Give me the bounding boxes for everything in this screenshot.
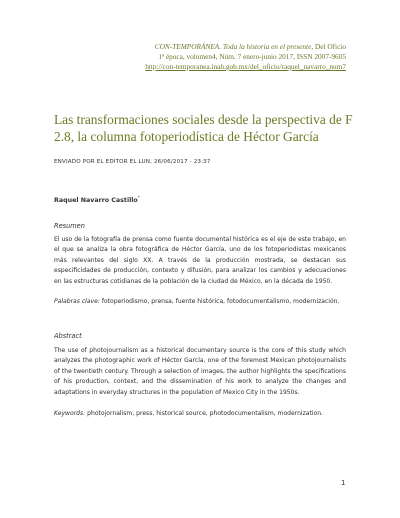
page-number: 1 xyxy=(341,479,346,487)
journal-issue: 1ª época, volumen4, Núm. 7 enero-junio 2017, ISSN 2007-9605 xyxy=(158,52,346,61)
journal-section: Del Oficio xyxy=(314,42,346,51)
keywords xyxy=(54,410,346,417)
resumen-paragraph: El uso de la fotografía de prensa como fuente documental histórica es el eje de este trabajo, en el que se analiza la obra fotográfica de Héctor García, uno de los fotoperiodistas mexicanos más relevantes del siglo XX. A través de la producción mostrada, se destacan sus especificidades de producción, contexto y difusión, para analizar los cambios y adecuaciones en las estructuras cotidianas de la población de la ciudad de México, en la década de 1950. xyxy=(54,236,346,285)
keywords-text: photojornalism, press, historical source, photodocumentalism, modernization. xyxy=(87,410,323,417)
palabras-clave-text: fotoperiodismo, prensa, fuente histórica, fotodocumentalismo, modernización. xyxy=(101,298,340,305)
article-url-link[interactable]: http://con-temporanea.inah.gob.mx/del_oficio/raquel_navarro_num7 xyxy=(145,62,346,71)
journal-name: CON-TEMPORÁNEA. Toda la historia en el presente, xyxy=(154,42,314,51)
abstract-heading: Abstract xyxy=(54,332,82,340)
journal-header xyxy=(86,42,346,72)
author-footnote-marker[interactable]: * xyxy=(137,195,140,200)
article-title-line-1: Las transformaciones sociales desde la perspectiva de F xyxy=(54,112,353,127)
resumen-heading: Resumen xyxy=(54,222,85,230)
article-title-line-2: 2.8, la columna fotoperiodística de Héctor García xyxy=(54,129,319,144)
submission-meta: ENVIADO POR EL EDITOR EL LUN, 26/06/2017 - 23:37 xyxy=(54,159,211,165)
palabras-clave xyxy=(54,298,346,305)
article-title xyxy=(54,111,354,145)
author-name xyxy=(54,195,140,204)
palabras-clave-label: Palabras clave: xyxy=(54,298,100,305)
keywords-label: Keywords: xyxy=(54,410,86,417)
author-name-text: Raquel Navarro Castillo xyxy=(54,197,138,205)
journal-line xyxy=(86,42,346,52)
abstract-paragraph: The use of photojournalism as a historical documentary source is the core of this study which analyzes the photographic work of Héctor García, one of the foremost Mexican photojournalists of the twentieth century. Through a selection of images, the author highlights the specifications of his production, context, and the dissemination of his work to analyze the changes and adaptations in everyday structures in the population of Mexico City in the 1950s. xyxy=(54,347,346,396)
